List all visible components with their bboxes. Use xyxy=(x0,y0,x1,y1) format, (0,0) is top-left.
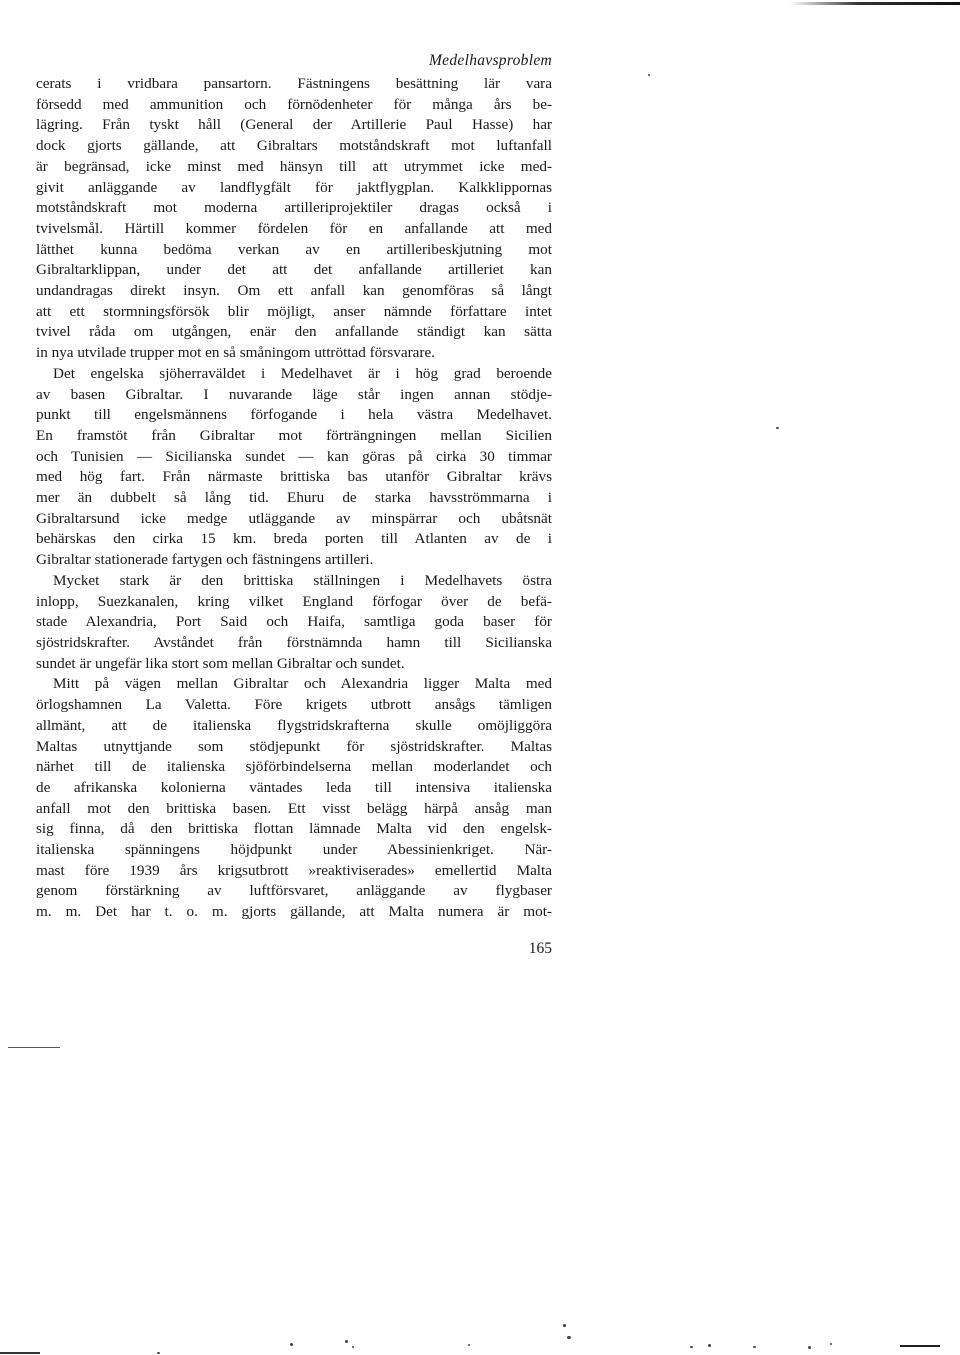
scan-speck xyxy=(563,1324,566,1327)
body-text xyxy=(36,74,552,923)
scan-speck xyxy=(345,1340,348,1343)
text-line: Det engelska sjöherraväldet i Medelhavet är i hög grad beroende xyxy=(53,364,552,382)
text-line: att ett stormningsförsök blir möjligt, anser nämnde författare intet xyxy=(36,302,552,320)
text-line: anfall mot den brittiska basen. Ett visst belägg härpå ansåg man xyxy=(36,799,552,817)
text-line: sundet är ungefär lika stort som mellan Gibraltar och sundet. xyxy=(36,654,405,672)
scan-speck xyxy=(352,1346,354,1348)
text-line: närhet till de italienska sjöförbindelserna mellan moderlandet och xyxy=(36,758,552,776)
scan-speck xyxy=(157,1352,160,1354)
text-line: behärskas den cirka 15 km. breda porten till Atlanten av de i xyxy=(36,530,552,548)
text-line: lägring. Från tyskt håll (General der Artillerie Paul Hasse) har xyxy=(36,116,552,134)
text-line: Mitt på vägen mellan Gibraltar och Alexandria ligger Malta med xyxy=(53,675,552,693)
text-line: av basen Gibraltar. I nuvarande läge står ingen annan stödje- xyxy=(36,385,552,403)
text-line: är begränsad, icke minst med hänsyn till att utrymmet icke med- xyxy=(36,157,552,175)
text-line: stade Alexandria, Port Said och Haifa, samtliga goda baser för xyxy=(36,613,552,631)
page-number: 165 xyxy=(528,940,552,957)
text-line: lätthet kunna bedöma verkan av en artilleribeskjutning mot xyxy=(36,240,552,258)
text-line: örlogshamnen La Valetta. Före krigets utbrott ansågs tämligen xyxy=(36,696,552,714)
scan-speck xyxy=(690,1346,693,1348)
scan-mark xyxy=(8,1047,60,1048)
scan-edge-rule xyxy=(790,2,960,5)
text-line: Gibraltarsund icke medge utläggande av minspärrar och ubåtsnät xyxy=(36,509,552,527)
scan-speck xyxy=(830,1343,832,1345)
text-line: Maltas utnyttjande som stödjepunkt för sjöstridskrafter. Maltas xyxy=(36,737,552,755)
text-line: de afrikanska kolonierna väntades leda till intensiva italienska xyxy=(36,778,552,796)
text-line: En framstöt från Gibraltar mot förträngningen mellan Sicilien xyxy=(36,426,552,444)
scan-speck xyxy=(808,1346,811,1349)
running-head: Medelhavsproblem xyxy=(428,52,552,69)
text-line: försedd med ammunition och förnödenheter för många års be- xyxy=(36,95,552,113)
text-line: sjöstridskrafter. Avståndet från förstnämnda hamn till Sicilianska xyxy=(36,633,552,651)
text-line: cerats i vridbara pansartorn. Fästningens besättning lär vara xyxy=(36,75,552,92)
scan-speck xyxy=(776,427,779,429)
text-line: allmänt, att de italienska flygstridskrafterna skulle omöjliggöra xyxy=(36,716,552,734)
text-line: Mycket stark är den brittiska ställningen i Medelhavets östra xyxy=(53,571,552,589)
text-line: mer än dubbelt så lång tid. Ehuru de starka havsströmmarna i xyxy=(36,489,552,507)
text-line: m. m. Det har t. o. m. gjorts gällande, att Malta numera är mot- xyxy=(36,903,552,921)
text-line: inlopp, Suezkanalen, kring vilket England förfogar över de befä- xyxy=(36,592,552,610)
text-line: tvivel råda om utgången, enär den anfallande ständigt kan sätta xyxy=(36,323,552,341)
scan-speck xyxy=(708,1344,711,1347)
text-line: italienska spänningens höjdpunkt under Abessinienkriget. När- xyxy=(36,841,552,859)
text-line: med hög fart. Från närmaste brittiska bas utanför Gibraltar krävs xyxy=(36,468,552,486)
text-line: punkt till engelsmännens förfogande i hela västra Medelhavet. xyxy=(36,406,552,424)
text-line: tvivelsmål. Härtill kommer fördelen för en anfallande att med xyxy=(36,219,552,237)
scan-mark xyxy=(0,1352,40,1354)
text-line: genom förstärkning av luftförsvaret, anläggande av flygbaser xyxy=(36,882,552,900)
text-line: givit anläggande av landflygfält för jaktflygplan. Kalkklippornas xyxy=(36,178,552,196)
scan-speck xyxy=(753,1346,756,1348)
text-line: Gibraltarklippan, under det att det anfallande artilleriet kan xyxy=(36,261,552,279)
text-line: undandragas direkt insyn. Om ett anfall kan genomföras så långt xyxy=(36,282,552,300)
text-line: sig finna, då den brittiska flottan lämnade Malta vid den engelsk- xyxy=(36,820,552,838)
text-line: mast före 1939 års krigsutbrott »reaktiviserades» emellertid Malta xyxy=(36,861,552,879)
text-line: motståndskraft mot moderna artilleriprojektiler dragas också i xyxy=(36,199,552,217)
scan-speck xyxy=(290,1343,293,1346)
scan-speck xyxy=(468,1344,470,1346)
scan-speck xyxy=(648,74,650,76)
text-line: in nya utvilade trupper mot en så småningom uttröttad försvarare. xyxy=(36,344,435,362)
scan-mark xyxy=(900,1345,940,1347)
text-line: dock gjorts gällande, att Gibraltars motståndskraft mot luftanfall xyxy=(36,137,552,155)
text-line: Gibraltar stationerade fartygen och fästningens artilleri. xyxy=(36,551,374,569)
text-line: och Tunisien — Sicilianska sundet — kan göras på cirka 30 timmar xyxy=(36,447,552,465)
scan-speck xyxy=(567,1336,571,1339)
